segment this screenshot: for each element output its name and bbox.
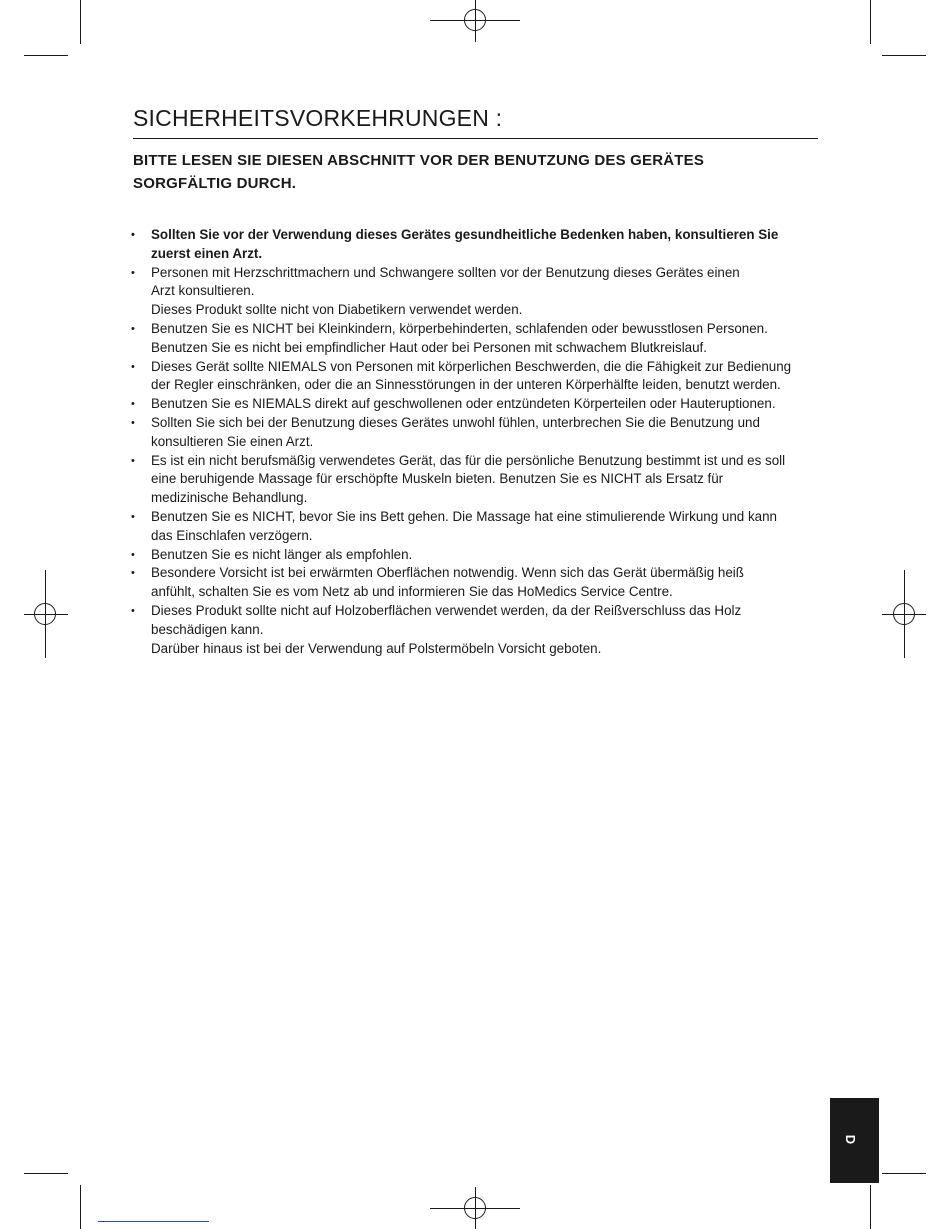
bullet-icon: • [131, 266, 135, 279]
crop-mark [24, 55, 68, 56]
safety-list-item-line: Dieses Produkt sollte nicht von Diabetikern verwendet werden. [151, 302, 523, 318]
safety-list-item-line: beschädigen kann. [151, 621, 264, 637]
title-underline [133, 138, 818, 139]
safety-list-item-line: Benutzen Sie es NICHT bei Kleinkindern, körperbehinderten, schlafenden oder bewusstlosen Personen. [151, 320, 768, 336]
safety-list-item [131, 320, 821, 358]
safety-list-item-line: Arzt konsultieren. [151, 283, 255, 299]
safety-list-item-line: Benutzen Sie es nicht bei empfindlicher Haut oder bei Personen mit schwachem Blutkreislauf. [151, 339, 707, 355]
crop-mark [80, 1185, 81, 1229]
safety-list-item-line: Benutzen Sie es nicht länger als empfohlen. [151, 546, 413, 562]
safety-list-item-line: Besondere Vorsicht ist bei erwärmten Oberflächen notwendig. Wenn sich das Gerät übermäßig heiß [151, 565, 744, 581]
registration-circle [34, 603, 56, 625]
registration-circle [893, 603, 915, 625]
safety-list-item [131, 452, 821, 508]
subtitle-line: BITTE LESEN SIE DIESEN ABSCHNITT VOR DER BENUTZUNG DES GERÄTES [133, 152, 705, 169]
safety-list-item [131, 264, 821, 320]
safety-list-item-line: das Einschlafen verzögern. [151, 527, 313, 543]
bullet-icon: • [131, 360, 135, 373]
safety-list-item-line: medizinische Behandlung. [151, 490, 308, 506]
safety-list-item-line: Darüber hinaus ist bei der Verwendung auf Polstermöbeln Vorsicht geboten. [151, 640, 602, 656]
bullet-icon: • [131, 510, 135, 523]
language-tab [830, 1098, 879, 1183]
crop-mark [80, 0, 81, 44]
safety-list-item [131, 358, 821, 396]
bullet-icon: • [131, 322, 135, 335]
bullet-icon: • [131, 548, 135, 561]
safety-list-item [131, 602, 821, 658]
safety-list-item-line: Benutzen Sie es NIEMALS direkt auf geschwollenen oder entzündeten Körperteilen oder Hauteruptionen. [151, 396, 776, 412]
safety-list-item [131, 564, 821, 602]
safety-list-item-line: Sollten Sie vor der Verwendung dieses Gerätes gesundheitliche Bedenken haben, konsultieren Sie [151, 227, 779, 242]
bullet-icon: • [131, 604, 135, 617]
safety-list-item [131, 546, 821, 565]
language-tab-label: D [843, 1134, 859, 1145]
safety-list-item-line: zuerst einen Arzt. [151, 245, 263, 261]
registration-circle [464, 1197, 486, 1219]
page-title: SICHERHEITSVORKEHRUNGEN : [133, 105, 503, 131]
bullet-icon: • [131, 567, 135, 580]
safety-list-item [131, 414, 821, 452]
safety-list-item-line: Dieses Produkt sollte nicht auf Holzoberflächen verwendet werden, da der Reißverschluss das Holz [151, 602, 742, 618]
crop-mark [870, 1185, 871, 1229]
crop-mark [870, 0, 871, 44]
safety-list-item-line: Sollten Sie sich bei der Benutzung dieses Gerätes unwohl fühlen, unterbrechen Sie die Benutzung und [151, 414, 760, 430]
bullet-icon: • [131, 454, 135, 467]
safety-list-item-line: Es ist ein nicht berufsmäßig verwendetes Gerät, das für die persönliche Benutzung bestimmt ist und es soll [151, 452, 786, 468]
crop-mark [882, 1173, 926, 1174]
footer-link-line [98, 1221, 209, 1222]
safety-list-item-line: Personen mit Herzschrittmachern und Schwangere sollten vor der Benutzung dieses Gerätes einen [151, 264, 740, 280]
safety-list-item-line: eine beruhigende Massage für erschöpfte Muskeln bieten. Benutzen Sie es NICHT als Ersatz für [151, 471, 724, 487]
registration-circle [464, 9, 486, 31]
safety-list-item [131, 508, 821, 546]
bullet-icon: • [131, 398, 135, 411]
safety-list-item-line: Benutzen Sie es NICHT, bevor Sie ins Bett gehen. Die Massage hat eine stimulierende Wirkung und kann [151, 508, 777, 524]
safety-list-item-line: Dieses Gerät sollte NIEMALS von Personen mit körperlichen Beschwerden, die die Fähigkeit zur Bedienung [151, 358, 792, 374]
bullet-icon: • [131, 229, 135, 241]
bullet-icon: • [131, 416, 135, 429]
safety-list-item [131, 226, 821, 264]
crop-mark [24, 1173, 68, 1174]
safety-list-item-line: anfühlt, schalten Sie es vom Netz ab und informieren Sie das HoMedics Service Centre. [151, 584, 673, 600]
subtitle-line: SORGFÄLTIG DURCH. [133, 175, 297, 192]
safety-list-item [131, 395, 821, 414]
safety-list [131, 226, 821, 658]
crop-mark [882, 55, 926, 56]
page-subtitle [133, 149, 773, 195]
safety-list-item-line: der Regler einschränken, oder die an Sinnesstörungen in der unteren Körperhälfte leiden, benutzt werden. [151, 377, 781, 393]
safety-list-item-line: konsultieren Sie einen Arzt. [151, 433, 314, 449]
